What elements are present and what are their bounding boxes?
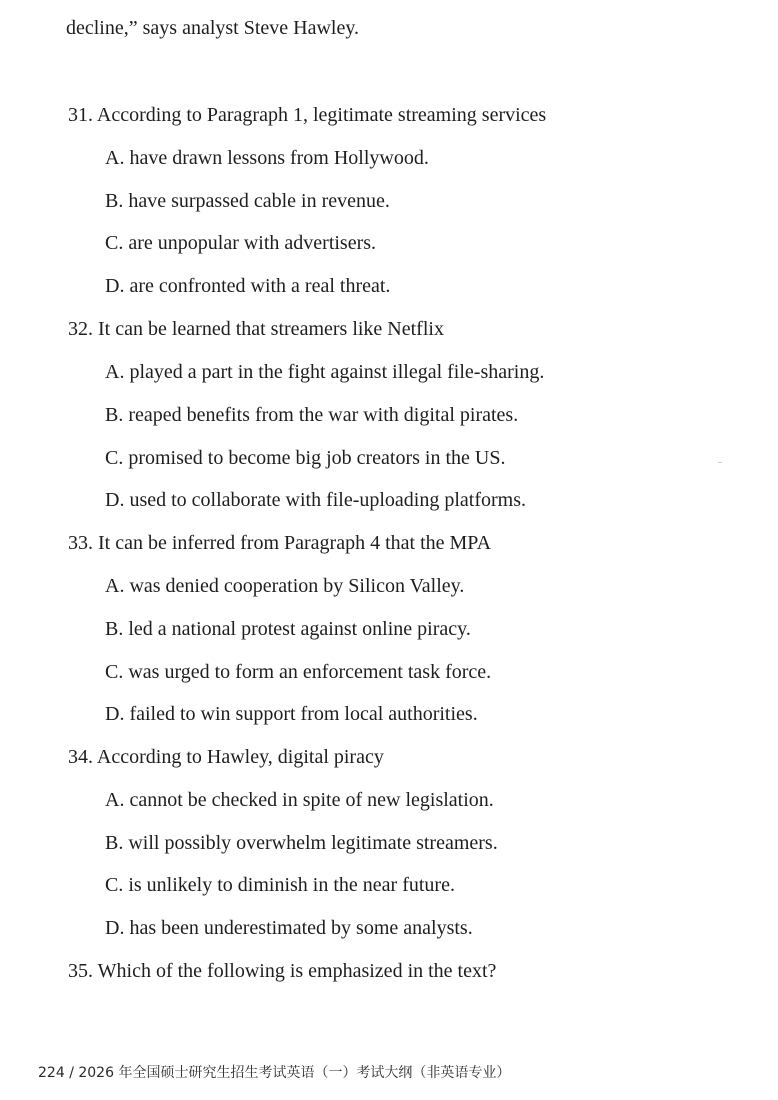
question-number: 31.: [68, 104, 93, 126]
option-text: have surpassed cable in revenue.: [128, 190, 390, 212]
scan-speck: [718, 462, 722, 463]
question-number: 34.: [68, 746, 93, 768]
option-letter: D.: [105, 489, 125, 511]
option-letter: A.: [105, 789, 125, 811]
question-text: It can be learned that streamers like Netflix: [98, 318, 444, 340]
question-31-option-a: [105, 146, 429, 170]
option-letter: A.: [105, 361, 125, 383]
option-text: played a part in the fight against illegal file-sharing.: [129, 361, 545, 383]
option-text: have drawn lessons from Hollywood.: [129, 147, 429, 169]
question-33-option-c: [105, 660, 491, 684]
option-text: will possibly overwhelm legitimate streamers.: [128, 832, 498, 854]
option-letter: B.: [105, 404, 124, 426]
question-31-option-d: [105, 274, 390, 298]
option-letter: C.: [105, 874, 124, 896]
question-34-option-b: [105, 831, 498, 855]
option-letter: C.: [105, 447, 124, 469]
question-33-option-b: [105, 617, 471, 641]
option-letter: B.: [105, 190, 124, 212]
intro-line: decline,” says analyst Steve Hawley.: [66, 17, 360, 39]
option-text: used to collaborate with file-uploading platforms.: [129, 489, 527, 511]
question-34-option-a: [105, 788, 494, 812]
option-text: led a national protest against online piracy.: [128, 618, 471, 640]
question-34-option-c: [105, 873, 455, 897]
option-letter: A.: [105, 147, 125, 169]
question-31-stem: [68, 103, 546, 127]
question-number: 35.: [68, 960, 93, 982]
question-text: According to Hawley, digital piracy: [96, 746, 384, 768]
question-number: 33.: [68, 532, 93, 554]
option-letter: B.: [105, 832, 124, 854]
question-35-stem: [68, 959, 496, 983]
question-33-stem: [68, 531, 491, 555]
option-letter: B.: [105, 618, 124, 640]
option-letter: A.: [105, 575, 125, 597]
option-letter: C.: [105, 232, 124, 254]
question-32-option-b: [105, 403, 518, 427]
page-number: 224: [38, 1065, 65, 1081]
option-letter: C.: [105, 661, 124, 683]
option-text: promised to become big job creators in the US.: [128, 447, 506, 469]
option-text: has been underestimated by some analysts.: [129, 917, 473, 939]
option-letter: D.: [105, 703, 125, 725]
option-text: was denied cooperation by Silicon Valley.: [129, 575, 465, 597]
option-letter: D.: [105, 275, 125, 297]
option-letter: D.: [105, 917, 125, 939]
option-text: are unpopular with advertisers.: [128, 232, 377, 254]
question-32-option-c: [105, 446, 505, 470]
question-32-option-a: [105, 360, 544, 384]
question-31-option-c: [105, 231, 376, 255]
question-text: According to Paragraph 1, legitimate streaming services: [96, 104, 547, 126]
page-footer: [38, 1064, 510, 1082]
question-32-option-d: [105, 488, 526, 512]
question-34-option-d: [105, 916, 473, 940]
option-text: was urged to form an enforcement task force.: [128, 661, 492, 683]
option-text: failed to win support from local authorities.: [129, 703, 478, 725]
question-34-stem: [68, 745, 384, 769]
option-text: is unlikely to diminish in the near future.: [128, 874, 455, 896]
question-number: 32.: [68, 318, 93, 340]
option-text: cannot be checked in spite of new legislation.: [129, 789, 494, 811]
option-text: are confronted with a real threat.: [129, 275, 391, 297]
question-33-option-d: [105, 702, 478, 726]
option-text: reaped benefits from the war with digital pirates.: [128, 404, 519, 426]
question-text: Which of the following is emphasized in the text?: [97, 960, 497, 982]
question-31-option-b: [105, 189, 390, 213]
question-text: It can be inferred from Paragraph 4 that the MPA: [98, 532, 492, 554]
question-33-option-a: [105, 574, 464, 598]
footer-title: 2026 年全国硕士研究生招生考试英语（一）考试大纲（非英语专业）: [78, 1065, 511, 1081]
question-32-stem: [68, 317, 444, 341]
footer-separator: /: [69, 1065, 74, 1081]
